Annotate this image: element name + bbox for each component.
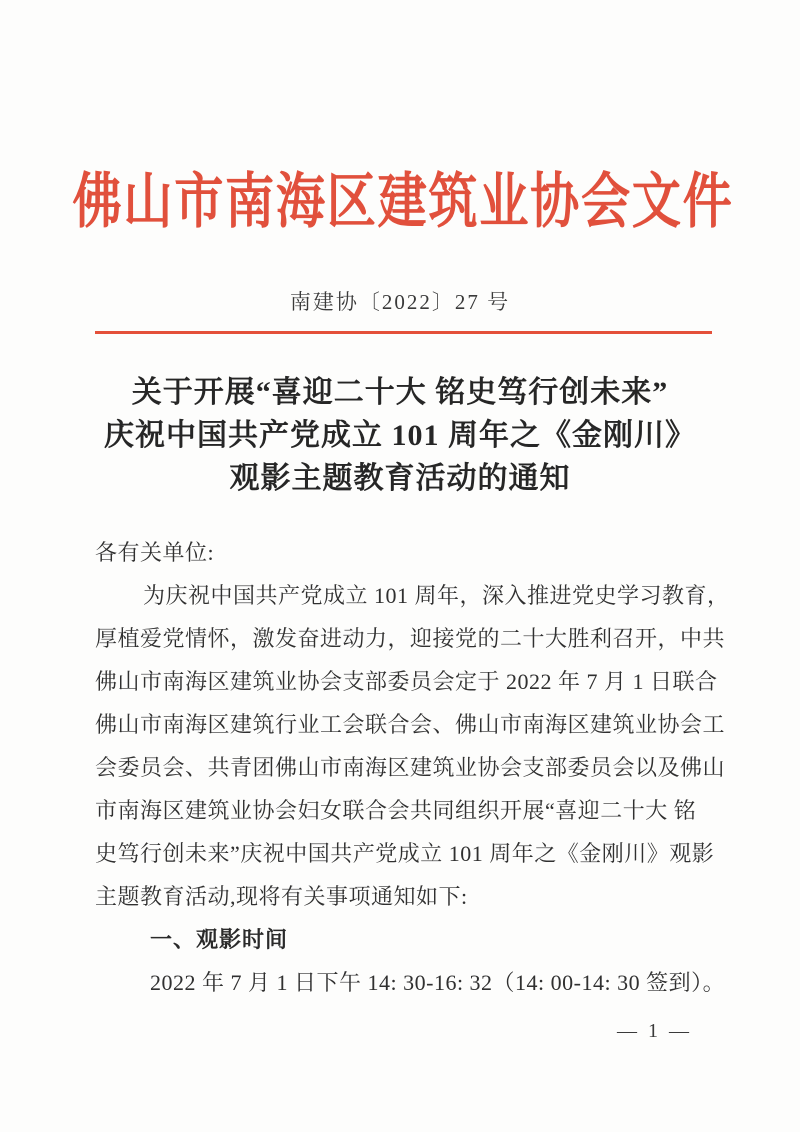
paragraph-line: 市南海区建筑业协会妇女联合会共同组织开展“喜迎二十大 铭 [95,798,697,823]
paragraph-line: 佛山市南海区建筑行业工会联合会、佛山市南海区建筑业协会工 [95,712,726,737]
doc-title-line-1: 关于开展“喜迎二十大 铭史笃行创未来” [131,376,669,409]
paragraph-line: 史笃行创未来”庆祝中国共产党成立 101 周年之《金刚川》观影 [95,841,715,866]
paragraph-line: 为庆祝中国共产党成立 101 周年，深入推进党史学习教育， [143,583,730,608]
letterhead-org-title [0,168,800,236]
doc-number: 南建协〔2022〕27 号 [289,290,511,314]
section-text-viewing-time: 2022 年 7 月 1 日下午 14: 30-16: 32（14: 00-14: 30 签到）。 [150,970,726,995]
doc-title-line-2: 庆祝中国共产党成立 101 周年之《金刚川》 [104,419,696,452]
section-heading-viewing-time: 一、观影时间 [150,927,289,952]
paragraph-line: 主题教育活动,现将有关事项通知如下: [95,884,468,909]
red-divider-line [95,331,712,334]
doc-title-line-3: 观影主题教育活动的通知 [229,462,571,495]
paragraph-line: 会委员会、共青团佛山市南海区建筑业协会支部委员会以及佛山 [95,755,726,780]
letterhead-org-title-text: 佛山市南海区建筑业协会文件 [72,168,734,235]
doc-title [0,371,800,500]
salutation: 各有关单位: [95,540,215,565]
body-text [95,531,730,1004]
paragraph-line: 佛山市南海区建筑业协会支部委员会定于 2022 年 7 月 1 日联合 [95,669,718,694]
paragraph-line: 厚植爱党情怀，激发奋进动力，迎接党的二十大胜利召开，中共 [95,626,726,651]
page-number: — 1 — [617,1020,692,1042]
